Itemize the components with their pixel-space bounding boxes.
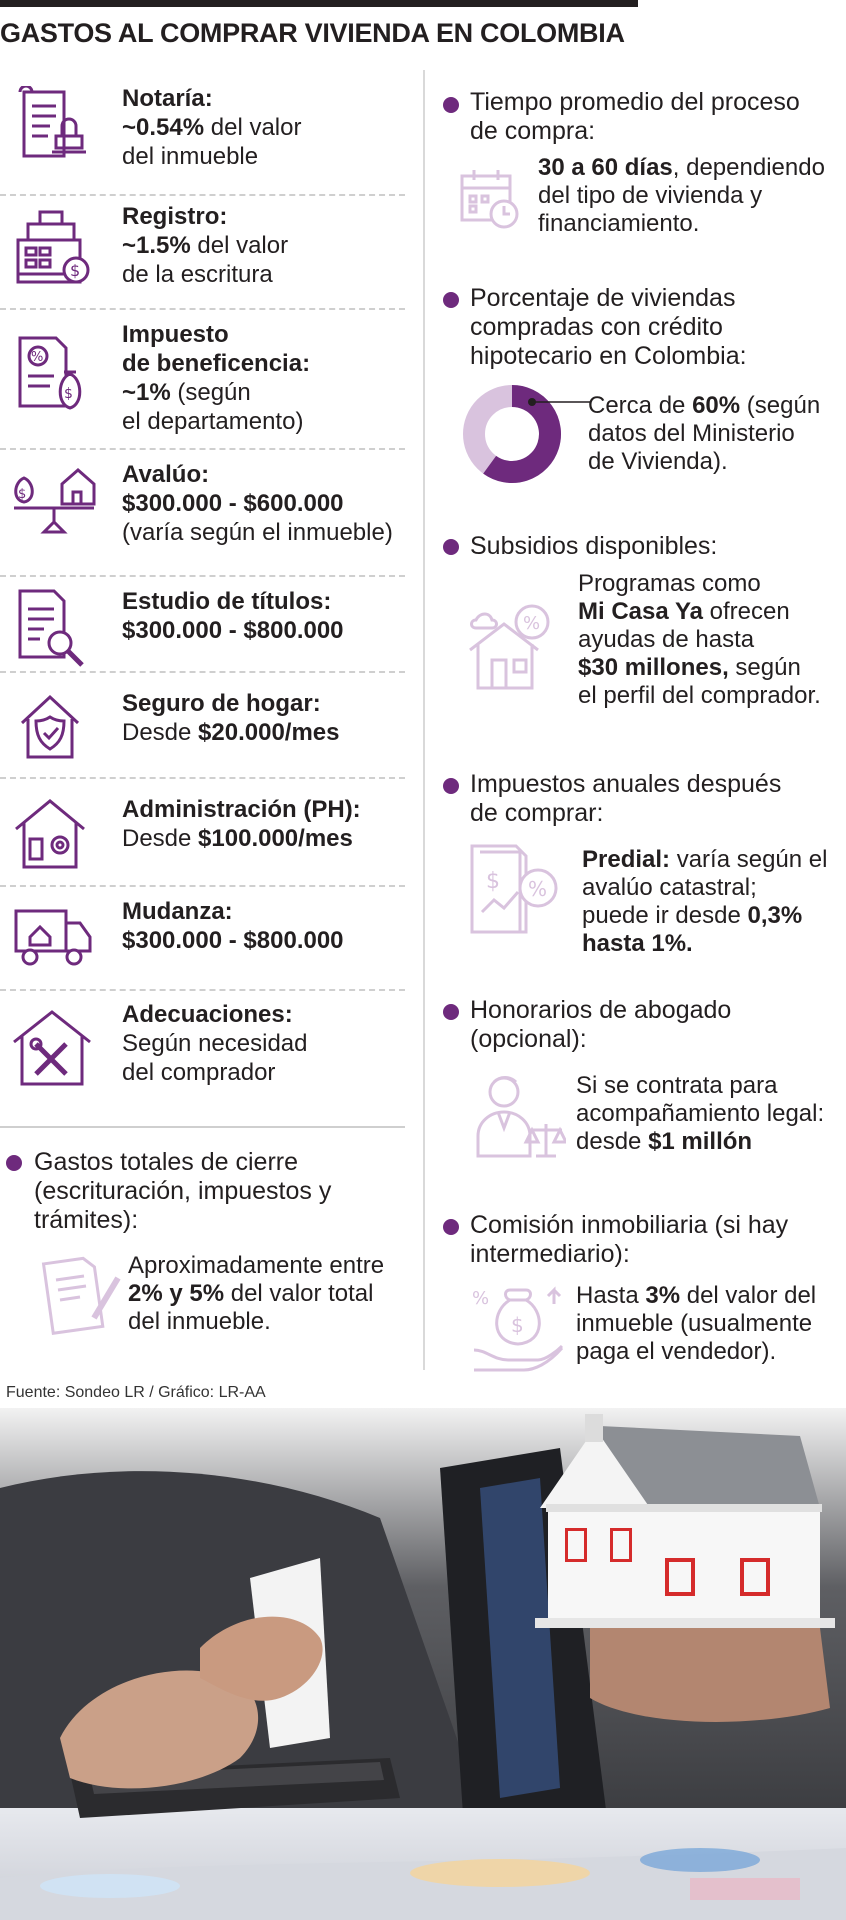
item-value: $300.000 - $600.000 [122,490,344,517]
item-head: Impuesto [122,321,229,348]
house-shield-icon [10,689,96,775]
closing-title [34,1148,331,1235]
comision-body-line: del valor del [680,1282,817,1309]
top-rule [0,0,638,7]
subsidios-body-line: ofrecen [702,598,790,625]
tiempo-body-line: financiamiento. [538,210,700,237]
svg-text:$: $ [486,869,500,894]
tax-percent-icon [466,842,566,942]
item-administracion [0,795,405,885]
closing-body-line: Aproximadamente entre [128,1252,385,1279]
impuestos-body-line: varía según el [670,846,828,873]
item-avaluo [0,460,405,575]
cash-register-icon [10,208,96,294]
credito-body-line: datos del Ministerio [588,420,795,447]
comision-body-line: inmueble (usualmente [576,1310,813,1337]
document-search-icon [10,587,96,673]
abogado-body-line: desde [576,1128,649,1155]
divider [0,885,405,887]
subsidios-title [470,532,717,561]
bullet [443,539,459,555]
impuestos-title-line: de comprar: [470,799,604,827]
credito-value: 60% [692,392,741,419]
closing-title-line: Gastos totales de cierre [34,1148,299,1176]
subsidios-body-line: Programas como [578,570,761,597]
item-text: (según [170,379,251,406]
scale-house-icon [10,460,96,546]
abogado-title [470,996,731,1054]
impuestos-body-line: avalúo catastral; [582,874,757,901]
comision-title [470,1211,788,1269]
contract-pen-icon [34,1248,126,1338]
abogado-title-line: (opcional): [470,1025,587,1053]
house-model-photo [0,1408,846,1920]
subsidios-body-line: según [728,654,801,681]
impuestos-value: hasta 1%. [582,930,693,957]
comision-title-line: Comisión inmobiliaria (si hay [470,1211,789,1239]
svg-text:%: % [472,1288,490,1309]
house-percent-icon [466,600,562,696]
donut-leader-dot [528,398,536,406]
bullet [443,292,459,308]
credito-title-line: hipotecario en Colombia: [470,342,747,370]
item-text: el departamento) [122,408,304,435]
item-value: ~1.5% [122,232,191,259]
item-seguro-hogar [0,689,405,777]
divider [0,777,405,779]
closing-body-line: del valor total [224,1280,374,1307]
credito-title [470,284,747,371]
closing-title-line: (escrituración, impuestos y [34,1177,332,1205]
divider [0,989,405,991]
comision-body-line: Hasta [576,1282,646,1309]
subsidios-value: $30 millones, [578,654,729,681]
item-text: del comprador [122,1059,276,1086]
divider [0,671,405,673]
tiempo-body [538,154,825,238]
bullet [443,1219,459,1235]
divider [0,575,405,577]
source-credit: Fuente: Sondeo LR / Gráfico: LR-AA [6,1384,266,1401]
tiempo-title [470,88,800,146]
closing-body-line: del inmueble. [128,1308,271,1335]
item-text: de la escritura [122,261,273,288]
closing-value: 2% y 5% [128,1280,225,1307]
impuestos-label: Predial: [582,846,671,873]
item-value: $20.000/mes [198,719,340,746]
divider [0,1126,405,1128]
abogado-value: $1 millón [648,1128,753,1155]
tiempo-title-line: Tiempo promedio del proceso [470,88,800,116]
subsidios-title-line: Subsidios disponibles: [470,532,718,560]
svg-text:$: $ [18,487,27,502]
item-value: ~1% [122,379,171,406]
moving-truck-icon [10,897,96,983]
item-registro [0,202,405,308]
bullet [443,1004,459,1020]
item-text: Desde [122,825,199,852]
item-head: de beneficencia: [122,350,311,377]
credito-title-line: compradas con crédito [470,313,723,341]
subsidios-body-line: el perfil del comprador. [578,682,821,709]
credito-body-line: de Vivienda). [588,448,728,475]
closing-title-line: trámites): [34,1206,139,1234]
document-seal-icon [10,86,96,172]
svg-text:$: $ [70,261,81,280]
impuestos-body [582,846,827,958]
comision-body [576,1282,816,1366]
svg-text:%: % [31,350,44,365]
item-value: $300.000 - $800.000 [122,617,344,644]
comision-body-line: paga el vendedor). [576,1338,777,1365]
svg-text:$: $ [64,386,73,402]
impuestos-title [470,770,781,828]
svg-text:%: % [528,877,548,901]
bullet [6,1155,22,1171]
item-head: Administración (PH): [122,796,361,823]
tiempo-value: 30 a 60 días [538,154,673,181]
house-tools-icon [10,1008,96,1094]
item-text: del valor [190,232,289,259]
item-head: Adecuaciones: [122,1001,293,1028]
impuestos-value: 0,3% [747,902,803,929]
item-head: Mudanza: [122,898,233,925]
item-notaria [0,84,405,194]
item-text: Desde [122,719,199,746]
tax-document-icon [10,334,96,420]
item-value: ~0.54% [122,114,205,141]
divider [0,308,405,310]
impuestos-body-line: puede ir desde [582,902,748,929]
comision-value: 3% [645,1282,681,1309]
tiempo-body-line: del tipo de vivienda y [538,182,763,209]
bullet [443,778,459,794]
item-text: (varía según el inmueble) [122,519,393,546]
item-value: $100.000/mes [198,825,353,852]
bullet [443,97,459,113]
subsidios-body-line: ayudas de hasta [578,626,755,653]
svg-text:$: $ [511,1313,524,1337]
money-bag-hand-icon [470,1280,566,1376]
item-adecuaciones [0,1000,405,1110]
item-head: Avalúo: [122,461,210,488]
credito-body-line: (según [740,392,821,419]
item-text: del valor [204,114,302,141]
item-head: Seguro de hogar: [122,690,321,717]
calendar-clock-icon [458,166,524,232]
item-head: Estudio de títulos: [122,588,332,615]
credito-body [588,392,820,476]
abogado-body-line: Si se contrata para [576,1072,778,1099]
abogado-title-line: Honorarios de abogado [470,996,732,1024]
comision-title-line: intermediario): [470,1240,630,1268]
svg-text:%: % [523,613,541,634]
subsidios-body [578,570,821,710]
tiempo-title-line: de compra: [470,117,596,145]
tiempo-body-line: , dependiendo [672,154,825,181]
divider [0,194,405,196]
impuestos-title-line: Impuestos anuales después [470,770,782,798]
item-text: del inmueble [122,143,259,170]
item-text: Según necesidad [122,1030,308,1057]
credito-body-line: Cerca de [588,392,693,419]
lawyer-scale-icon [470,1068,566,1164]
column-divider [423,70,425,1370]
abogado-body-line: acompañamiento legal: [576,1100,825,1127]
smart-home-icon [10,795,96,881]
item-head: Registro: [122,203,228,230]
item-estudio-titulos [0,587,405,671]
item-head: Notaría: [122,85,213,112]
abogado-body [576,1072,824,1156]
item-impuesto-beneficencia [0,320,405,448]
item-mudanza [0,897,405,989]
page-title: GASTOS AL COMPRAR VIVIENDA EN COLOMBIA [0,18,625,48]
subsidios-program: Mi Casa Ya [578,598,703,625]
credito-title-line: Porcentaje de viviendas [470,284,736,312]
item-value: $300.000 - $800.000 [122,927,344,954]
divider [0,448,405,450]
closing-body [128,1252,384,1336]
